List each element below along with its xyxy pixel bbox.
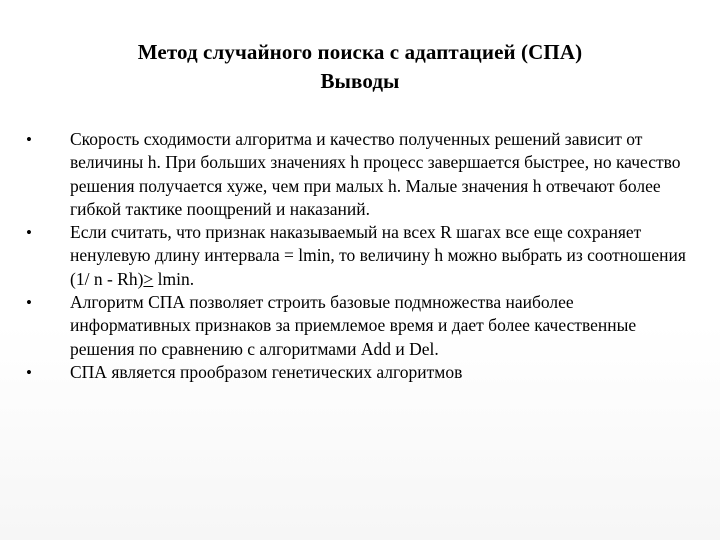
bullet-text-4: СПА является прообразом генетических алгоритмов	[70, 361, 463, 382]
bullet-item-1	[24, 128, 696, 221]
bullet-text-2-end: lmin.	[153, 268, 195, 289]
bullet-text-3: Алгоритм СПА позволяет строить базовые подмножества наиболее информативных признаков за приемлемое время и дает более качественные решения по сравнению с алгоритмами Add и Del.	[70, 292, 637, 359]
bullet-icon: •	[26, 293, 32, 313]
bullet-text-2-start: Если считать, что признак наказываемый на всех R шагах все еще сохраняет ненулевую длину интервала = lmin, то величину h можно выбрать из соотношения (1/ n - Rh)	[70, 222, 686, 289]
bullet-text-2-underlined-symbol: >	[143, 268, 154, 289]
bullet-text-2	[70, 221, 696, 291]
bullet-text-1: Скорость сходимости алгоритма и качество полученных решений зависит от величины h. При больших значениях h процесс завершается быстрее, но качество решения получается хуже, чем при малых h. Малые значения h отвечают более гибкой тактике поощрений и наказаний.	[70, 129, 681, 219]
bullet-list	[24, 128, 696, 384]
bullet-icon: •	[26, 130, 32, 149]
bullet-item-3	[24, 291, 696, 361]
slide-title	[60, 38, 660, 96]
title-line-1: Метод случайного поиска с адаптацией (СПА)	[137, 40, 583, 64]
bullet-item-2	[24, 221, 696, 291]
title-line-2: Выводы	[320, 69, 400, 93]
bullet-item-4	[24, 361, 696, 384]
bullet-icon: •	[26, 362, 32, 382]
bullet-icon: •	[26, 223, 32, 243]
